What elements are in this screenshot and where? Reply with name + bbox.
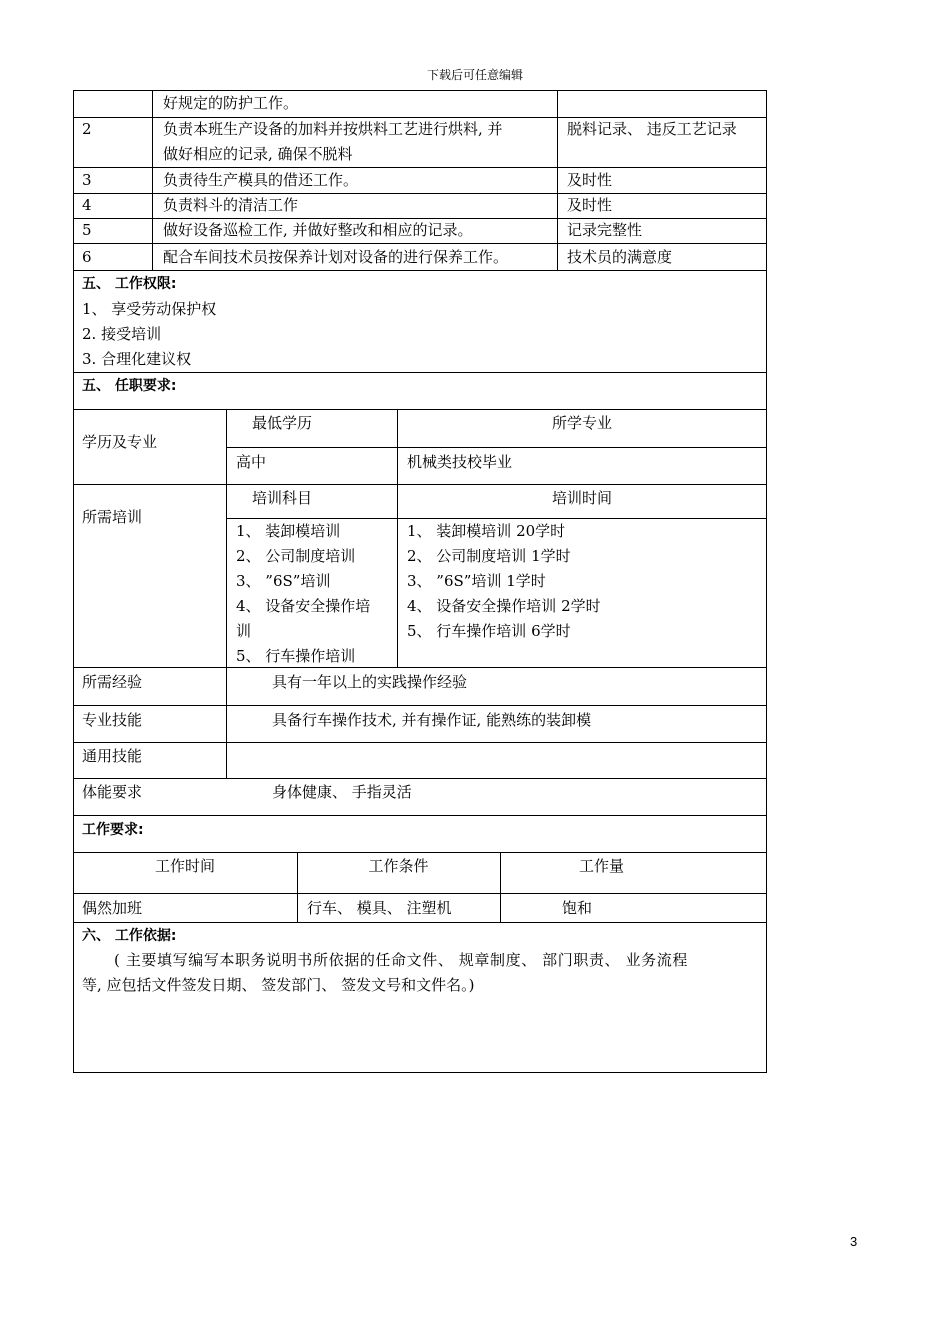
work-condition-value: 行车、 模具、 注塑机 [307,899,452,917]
duty-text: 做好设备巡检工作, 并做好整改和相应的记录。 [163,221,473,239]
page-header: 下载后可任意编辑 [426,68,523,82]
experience-label: 所需经验 [82,673,143,691]
physical-label: 体能要求 [82,783,143,801]
duty-standard: 记录完整性 [567,221,643,239]
duty-text: 负责料斗的清洁工作 [163,196,299,214]
duty-standard: 脱料记录、 违反工艺记录 [567,120,737,138]
work-condition-header: 工作条件 [368,857,429,875]
workload-header: 工作量 [578,857,624,875]
duty-number: 2 [82,120,92,138]
workload-value: 饱和 [562,899,593,917]
training-subject: 3、 ”6S”培训 [236,572,331,590]
authority-item: 1、 享受劳动保护权 [82,300,217,318]
training-subject: 2、 公司制度培训 [236,547,356,565]
duty-standard: 及时性 [567,171,613,189]
authority-item: 2. 接受培训 [82,325,162,343]
duty-text: 负责待生产模具的借还工作。 [163,171,359,189]
training-time: 5、 行车操作培训 6学时 [407,622,571,640]
duty-text: 做好相应的记录, 确保不脱料 [163,145,353,163]
training-subject: 4、 设备安全操作培 [236,597,371,615]
training-subject: 训 [236,622,252,640]
professional-skill-label: 专业技能 [82,711,143,729]
education-col1-header: 最低学历 [252,414,313,432]
duty-standard: 及时性 [567,196,613,214]
training-label: 所需培训 [82,508,143,526]
general-skill-label: 通用技能 [82,747,143,765]
duty-standard: 技术员的满意度 [567,248,673,266]
education-label: 学历及专业 [82,433,158,451]
basis-text: 等, 应包括文件签发日期、 签发部门、 签发文号和文件名。) [82,976,475,994]
work-time-header: 工作时间 [154,857,215,875]
training-col1-header: 培训科目 [252,489,313,507]
physical-value: 身体健康、 手指灵活 [272,783,412,801]
training-time: 3、 ”6S”培训 1学时 [407,572,546,590]
training-time: 1、 装卸模培训 20学时 [407,522,566,540]
basis-text: ( 主要填写编写本职务说明书所依据的任命文件、 规章制度、 部门职责、 业务流程 [114,951,688,969]
requirements-title: 五、 任职要求: [82,378,177,394]
education-col2-header: 所学专业 [551,414,612,432]
training-time: 4、 设备安全操作培训 2学时 [407,597,601,615]
duty-number: 3 [82,171,92,189]
duty-text: 配合车间技术员按保养计划对设备的进行保养工作。 [163,248,509,266]
page-number: 3 [850,1234,858,1249]
work-time-value: 偶然加班 [82,899,143,917]
authority-title: 五、 工作权限: [82,276,177,292]
training-subject: 1、 装卸模培训 [236,522,341,540]
basis-title: 六、 工作依据: [82,928,177,944]
professional-skill-value: 具备行车操作技术, 并有操作证, 能熟练的装卸模 [272,711,592,729]
training-subject: 5、 行车操作培训 [236,647,356,665]
training-time: 2、 公司制度培训 1学时 [407,547,571,565]
experience-value: 具有一年以上的实践操作经验 [272,673,468,691]
authority-item: 3. 合理化建议权 [82,350,192,368]
duty-number: 4 [82,196,92,214]
duty-text: 好规定的防护工作。 [163,94,299,112]
training-col2-header: 培训时间 [551,489,612,507]
major-value: 机械类技校毕业 [407,453,513,471]
duty-text: 负责本班生产设备的加料并按烘料工艺进行烘料, 并 [163,120,503,138]
duty-number: 5 [82,221,92,239]
min-education-value: 高中 [236,453,267,471]
work-requirements-title: 工作要求: [82,822,144,838]
duty-number: 6 [82,248,92,266]
